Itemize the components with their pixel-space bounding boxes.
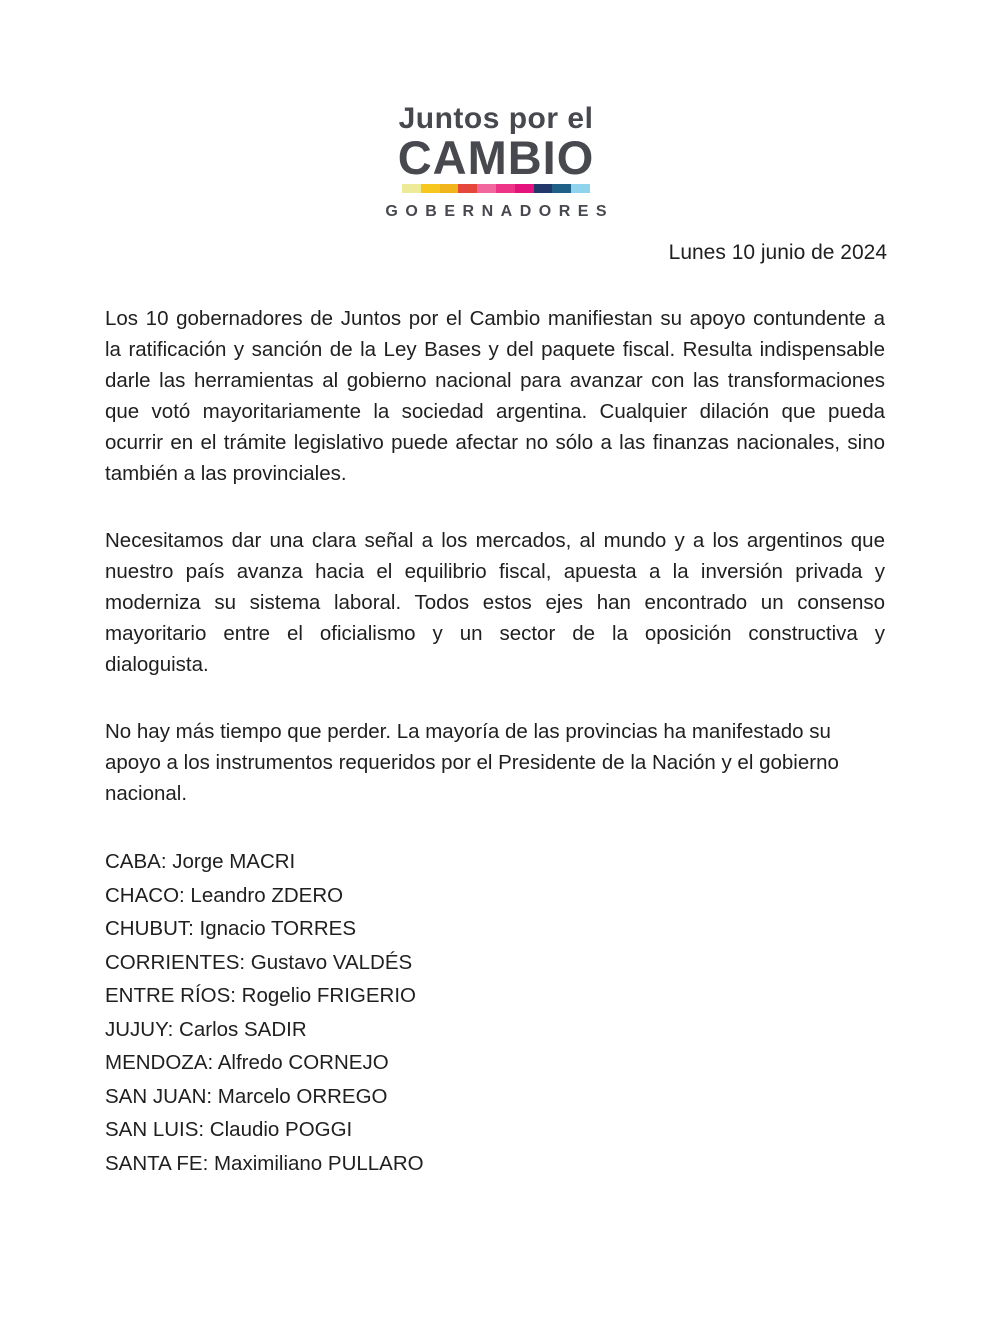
paragraph-line: nuestro país avanza hacia el equilibrio fiscal, apuesta a la inversión privada y [105, 560, 885, 583]
governor-row: CORRIENTES: Gustavo VALDÉS [105, 950, 413, 974]
governor-row: SAN JUAN: Marcelo ORREGO [105, 1084, 388, 1108]
paragraph-line: Necesitamos dar una clara señal a los mercados, al mundo y a los argentinos que [105, 529, 885, 552]
paragraph-line: mayoritario entre el oficialismo y un sector de la oposición constructiva y [105, 622, 885, 645]
paragraph-line: No hay más tiempo que perder. La mayoría de las provincias ha manifestado su [105, 720, 831, 743]
logo-color-bar [402, 184, 590, 193]
governor-row: JUJUY: Carlos SADIR [105, 1017, 307, 1041]
governor-row: ENTRE RÍOS: Rogelio FRIGERIO [105, 984, 416, 1007]
paragraph-1 [105, 303, 885, 489]
logo [0, 103, 992, 221]
logo-bar-segment [402, 184, 421, 193]
governor-row: CABA: Jorge MACRI [105, 850, 296, 873]
governor-row: SAN LUIS: Claudio POGGI [105, 1118, 353, 1141]
governor-list [105, 845, 885, 1180]
governor-row: SANTA FE: Maximiliano PULLARO [105, 1151, 424, 1175]
logo-bar-segment [571, 184, 590, 193]
logo-bar-segment [458, 184, 477, 193]
paragraph-line: la ratificación y sanción de la Ley Bases y del paquete fiscal. Resulta indispensable [105, 338, 885, 361]
logo-wordmark-main: CAMBIO [397, 131, 595, 184]
logo-bar-segment [534, 184, 553, 193]
paragraph-3 [105, 716, 885, 809]
logo-subtitle: GOBERNADORES [385, 203, 615, 220]
logo-bar-segment [440, 184, 459, 193]
logo-bar-segment [477, 184, 496, 193]
paragraph-2 [105, 525, 885, 680]
paragraph-line: apoyo a los instrumentos requeridos por el Presidente de la Nación y el gobierno [105, 751, 839, 774]
paragraph-line: ocurrir en el trámite legislativo puede afectar no sólo a las finanzas nacionales, sino [105, 431, 885, 454]
logo-wordmark-top: Juntos por el [398, 102, 594, 135]
logo-bar-segment [496, 184, 515, 193]
governor-row: CHUBUT: Ignacio TORRES [105, 917, 357, 940]
logo-bar-segment [552, 184, 571, 193]
paragraph-line: darle las herramientas al gobierno nacional para avanzar con las transformaciones [105, 369, 885, 392]
paragraph-line: que votó mayoritariamente la sociedad argentina. Cualquier dilación que pueda [105, 400, 885, 423]
letter-body [105, 303, 885, 1180]
paragraph-line: moderniza su sistema laboral. Todos estos ejes han encontrado un consenso [105, 591, 885, 614]
date-line: Lunes 10 junio de 2024 [668, 241, 887, 264]
paragraph-line: Los 10 gobernadores de Juntos por el Cambio manifiestan su apoyo contundente a [105, 307, 885, 330]
paragraphs [105, 303, 885, 809]
logo-bar-segment [515, 184, 534, 193]
governor-row: CHACO: Leandro ZDERO [105, 883, 344, 907]
logo-bar-segment [421, 184, 440, 193]
paragraph-line: dialoguista. [105, 653, 209, 676]
paragraph-line: también a las provinciales. [105, 462, 347, 485]
governor-row: MENDOZA: Alfredo CORNEJO [105, 1051, 389, 1074]
paragraph-line: nacional. [105, 782, 188, 805]
